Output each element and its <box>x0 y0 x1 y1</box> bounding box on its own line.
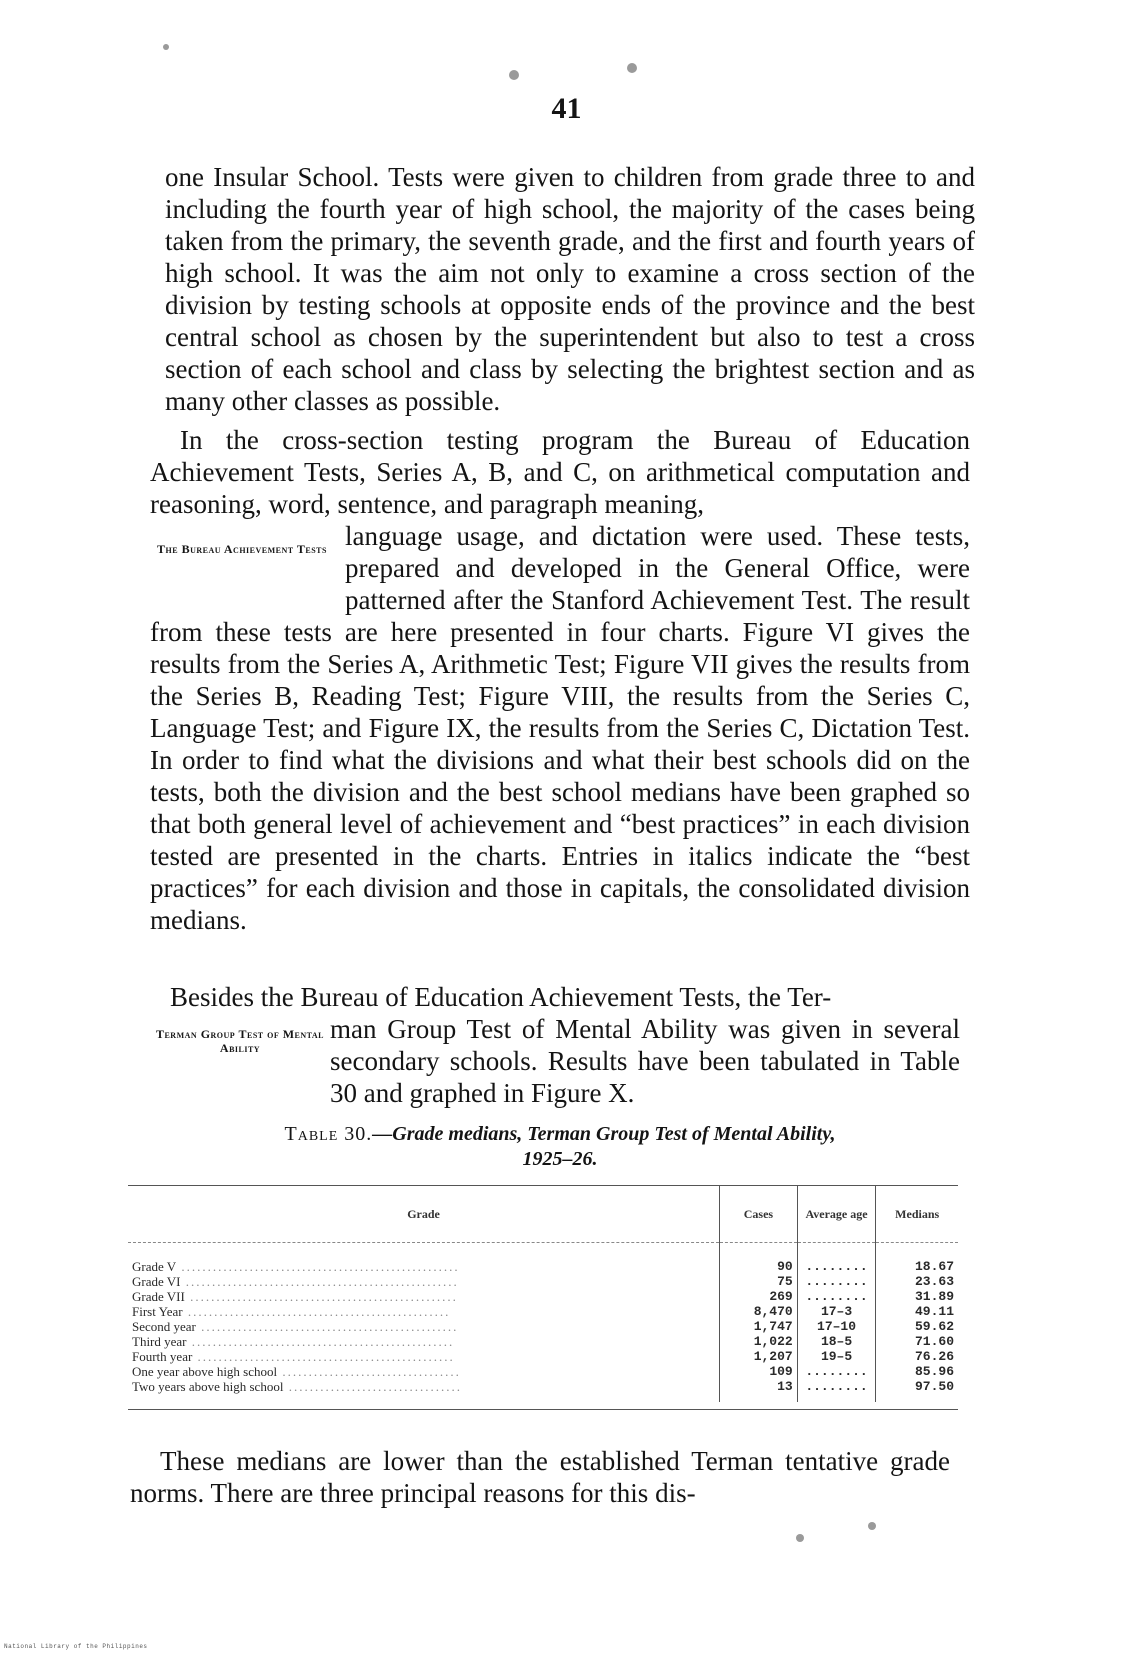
cell-grade-text: Grade VI <box>132 1274 181 1289</box>
cell-average-age <box>797 1319 876 1334</box>
cell-grade <box>128 1364 720 1379</box>
table-row <box>128 1364 958 1379</box>
cell-average-age <box>797 1349 876 1364</box>
cell-median-text: 23.63 <box>914 1274 954 1289</box>
cell-median-text: 71.60 <box>914 1334 954 1349</box>
cell-average-age-text: ........ <box>805 1289 868 1304</box>
paragraph-medians-lower-text: These medians are lower than the established Terman tentative grade norms. There are three principal reasons for this dis- <box>130 1446 950 1508</box>
cell-average-age-text: 18–5 <box>820 1334 853 1349</box>
paragraph-terman-intro: Besides the Bureau of Education Achievement Tests, the Ter- <box>170 982 832 1012</box>
table-caption-title: —Grade medians, Terman Group Test of Mental Ability, <box>372 1123 836 1145</box>
cell-median-text: 59.62 <box>914 1319 954 1334</box>
table-header-row <box>128 1186 958 1243</box>
cell-cases-text: 1,747 <box>753 1319 793 1334</box>
cell-median <box>876 1289 958 1304</box>
cell-average-age-text: 19–5 <box>820 1349 853 1364</box>
grade-medians-table <box>128 1185 958 1402</box>
cell-average-age <box>797 1364 876 1379</box>
leader-dots: ................................................... <box>184 1289 458 1304</box>
cell-median-text: 18.67 <box>914 1259 954 1274</box>
cell-average-age <box>797 1289 876 1304</box>
cell-cases <box>720 1319 798 1334</box>
cell-median-text: 76.26 <box>914 1349 954 1364</box>
cell-grade <box>128 1304 720 1319</box>
scan-speck <box>163 44 169 50</box>
table-row <box>128 1319 958 1334</box>
table-caption-year: 1925–26. <box>522 1148 598 1170</box>
cell-average-age-text: 17–3 <box>820 1304 853 1319</box>
cell-grade <box>128 1274 720 1289</box>
column-header-average-age: Average age <box>797 1186 876 1243</box>
cell-cases <box>720 1349 798 1364</box>
table-row <box>128 1304 958 1319</box>
table-row <box>128 1289 958 1304</box>
cell-cases <box>720 1334 798 1349</box>
cell-average-age-text: 17–10 <box>817 1319 857 1334</box>
cell-cases <box>720 1289 798 1304</box>
cell-median-text: 97.50 <box>914 1379 954 1394</box>
table-bottom-rule <box>128 1409 958 1410</box>
cell-grade-text: Second year <box>132 1319 196 1334</box>
column-header-cases: Cases <box>720 1186 798 1243</box>
scan-speck <box>868 1522 876 1530</box>
cell-cases-text: 1,207 <box>753 1349 793 1364</box>
cell-cases-text: 13 <box>777 1379 793 1394</box>
cell-grade <box>128 1243 720 1275</box>
cell-cases <box>720 1274 798 1289</box>
cell-grade-text: Fourth year <box>132 1349 193 1364</box>
cell-average-age <box>797 1304 876 1319</box>
paragraph-cross-section-body <box>150 520 970 936</box>
leader-dots: .................................................. <box>186 1334 455 1349</box>
cell-cases <box>720 1364 798 1379</box>
cell-grade <box>128 1334 720 1349</box>
cell-average-age-text: ........ <box>805 1259 868 1274</box>
cell-median <box>876 1379 958 1402</box>
cell-median-text: 49.11 <box>914 1304 954 1319</box>
table-body <box>128 1243 958 1403</box>
cell-median <box>876 1364 958 1379</box>
cell-grade <box>128 1349 720 1364</box>
cell-median <box>876 1319 958 1334</box>
paragraph-medians-lower <box>130 1445 950 1509</box>
cell-grade-text: Grade V <box>132 1259 177 1274</box>
cell-cases-text: 269 <box>769 1289 793 1304</box>
cell-average-age-text: ........ <box>805 1379 868 1394</box>
cell-median-text: 85.96 <box>914 1364 954 1379</box>
cell-average-age-text: ........ <box>805 1274 868 1289</box>
cell-grade <box>128 1319 720 1334</box>
cell-grade <box>128 1289 720 1304</box>
cell-median-text: 31.89 <box>914 1289 954 1304</box>
cell-median <box>876 1349 958 1364</box>
leader-dots: .................................. <box>277 1364 461 1379</box>
cell-median <box>876 1274 958 1289</box>
margin-note-terman-test: Terman Group Test of Mental Ability <box>155 1027 325 1055</box>
column-header-grade: Grade <box>407 1206 440 1221</box>
cell-median <box>876 1243 958 1275</box>
scan-speck <box>627 63 637 73</box>
cell-cases-text: 8,470 <box>753 1304 793 1319</box>
table-caption <box>150 1122 970 1172</box>
cell-cases <box>720 1379 798 1402</box>
scan-speck <box>509 70 519 80</box>
cell-median <box>876 1304 958 1319</box>
cell-grade-text: Grade VII <box>132 1289 185 1304</box>
paragraph-cross-section <box>150 424 970 936</box>
cell-grade-text: Two years above high school <box>132 1379 284 1394</box>
table-row <box>128 1379 958 1402</box>
cell-median <box>876 1334 958 1349</box>
table-row <box>128 1334 958 1349</box>
margin-note-space <box>150 520 345 616</box>
cell-grade-text: First Year <box>132 1304 183 1319</box>
cell-grade-text: One year above high school <box>132 1364 278 1379</box>
leader-dots: ................................. <box>283 1379 462 1394</box>
leader-dots: ..................................................... <box>176 1259 460 1274</box>
leader-dots: .................................................... <box>180 1274 459 1289</box>
cell-cases <box>720 1304 798 1319</box>
cell-cases-text: 75 <box>777 1274 793 1289</box>
paragraph-terman-text: man Group Test of Mental Ability was given in several secondary schools. Results have been tabulated in Table 30 and graphed in Figure X. <box>330 1014 960 1108</box>
cell-cases <box>720 1243 798 1275</box>
cell-average-age <box>797 1379 876 1402</box>
cell-average-age <box>797 1334 876 1349</box>
leader-dots: ................................................. <box>192 1349 455 1364</box>
cell-grade <box>128 1379 720 1402</box>
table-caption-label: Table 30. <box>284 1123 373 1145</box>
cell-cases-text: 109 <box>769 1364 793 1379</box>
table-row <box>128 1274 958 1289</box>
library-footer: National Library of the Philippines <box>4 1643 148 1650</box>
table-row <box>128 1243 958 1275</box>
paragraph-insular-school: one Insular School. Tests were given to children from grade three to and including the fourth year of high school, the majority of the cases being taken from the primary, the seventh grade, and the first and fourth years of high school. It was the aim not only to examine a cross section of the division by testing schools at opposite ends of the province and the best central school as chosen by the superintendent but also to test a cross section of each school and class by selecting the brightest section and as many other classes as possible. <box>165 162 975 416</box>
cell-grade-text: Third year <box>132 1334 187 1349</box>
cell-average-age <box>797 1274 876 1289</box>
scan-speck <box>796 1534 804 1542</box>
cell-cases-text: 90 <box>777 1259 793 1274</box>
cell-cases-text: 1,022 <box>753 1334 793 1349</box>
table-row <box>128 1349 958 1364</box>
leader-dots: ................................................. <box>195 1319 459 1334</box>
margin-note-bureau-tests: The Bureau Achievement Tests <box>157 542 327 556</box>
paragraph-cross-section-text: language usage, and dictation were used. These tests, prepared and developed in the General Office, were patterned after the Stanford Achievement Test. The result from these tests are here presented in four charts. Figure VI gives the results from the Series A, Arithmetic Test; Figure VII gives the results from the Series B, Reading Test; Figure VIII, the results from the Series C, Language Test; and Figure IX, the results from the Series C, Dictation Test. In order to find what the divisions and what their best schools did on the tests, both the division and the best school medians have been graphed so that both general level of achievement and “best practices” in each division tested are presented in the charts. Entries in italics indicate the “best practices” for each division and those in capitals, the consolidated division medians. <box>150 521 970 935</box>
leader-dots: .................................................. <box>182 1304 451 1319</box>
cell-average-age-text: ........ <box>805 1364 868 1379</box>
paragraph-cross-section-intro: In the cross-section testing program the Bureau of Education Achievement Tests, Series A, B, and C, on arithmetical computation and reasoning, word, sentence, and paragraph meaning, <box>150 425 970 519</box>
page-number: 41 <box>551 92 582 125</box>
column-header-medians: Medians <box>876 1186 958 1243</box>
cell-average-age <box>797 1243 876 1275</box>
